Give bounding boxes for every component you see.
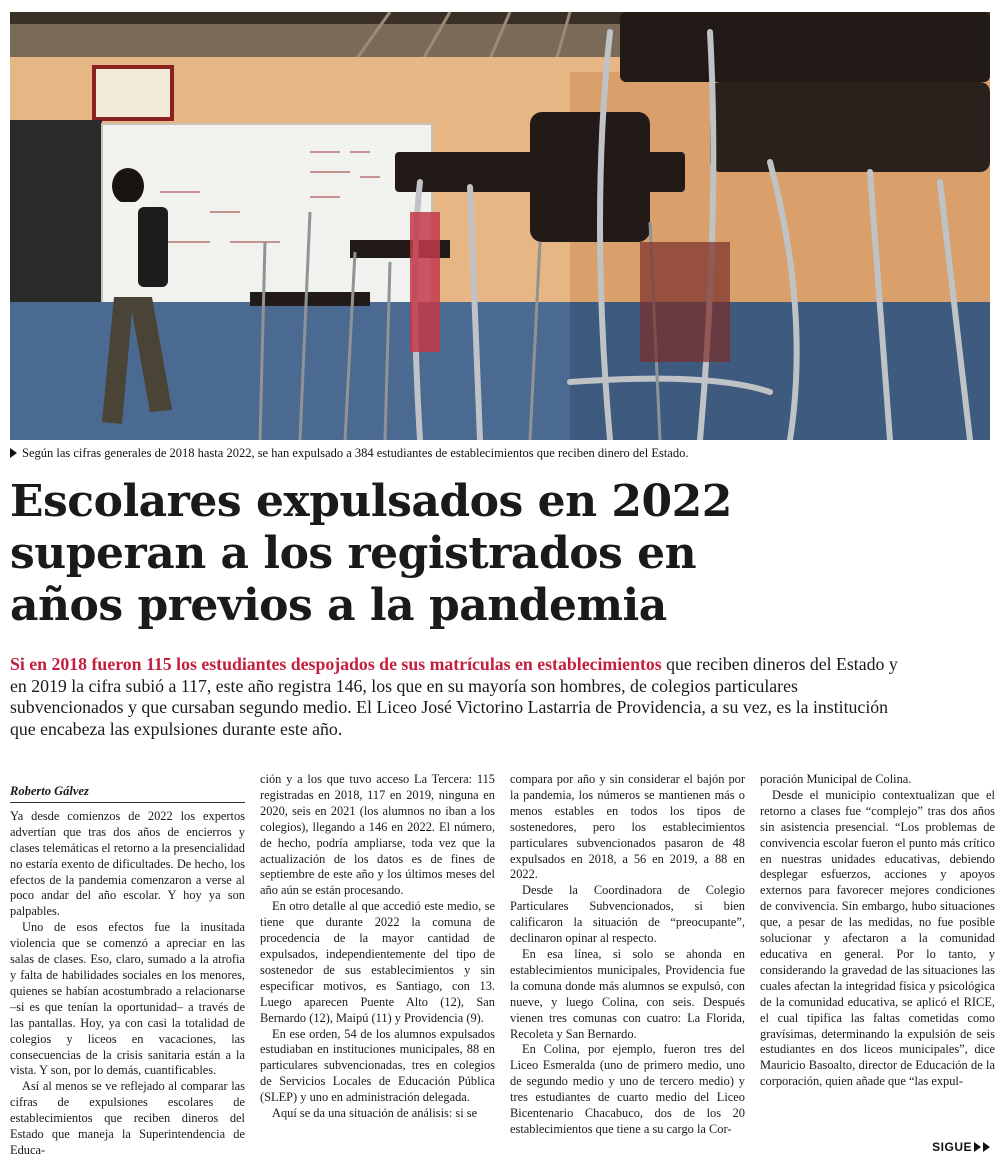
article-body [10,772,994,1162]
continue-arrow-icon [983,1142,990,1152]
body-paragraph: compara por año y sin considerar el bajón por la pandemia, los números se mantienen más o menos estables en todos los tipos de sostenedores, pero los establecimientos particulares subvencionados pasaron de 48 expulsados en 2018, a 56 en 2019, a 88 en 2022. [510,772,745,882]
headline-line-2: superan a los registrados en [10,528,697,579]
body-paragraph: Aquí se da una situación de análisis: si se [272,1106,478,1121]
lead-text: que reciben dineros del Estado y en 2019 la cifra subió a 117, este año registra 146, los que en su mayoría son hombres, de colegios particulares subvencionados y que cursaban segundo medio. El Liceo José Victorino Lastarria de Providencia, a su vez, es la institución que encabeza las expulsiones durante este año. [10,654,898,739]
headline-line-3: años previos a la pandemia [10,580,667,631]
lead-highlight: Si en 2018 fueron 115 los estudiantes despojados de sus matrículas en establecimientos [10,654,662,674]
body-paragraph: Desde el municipio contextualizan que el retorno a clases fue “complejo” tras dos años sin asistencia presencial. “Los problemas de convivencia escolar fueron el punto más crítico en nuestras unidades educativas, debiendo desplegar esfuerzos, acciones y apoyos externos para favorecer mejores condiciones de convivencia. Sin embargo, hubo situaciones que, a pesar de las medidas, no fue posible solucionar y afectaron a la comunidad educativa en general. Por lo tanto, y considerando la gravedad de las situaciones las cuales afectan la integridad física y psicológica de la comunidad educativa, se aplicó el RICE, el cual tipifica las faltas cometidas como gravísimas, determinando la expulsión de seis estudiantes en dos liceos municipales”, dice Mauricio Basoalto, director de Educación de la corporación, quien añade que “las expul- [760,787,995,1089]
byline: Roberto Gálvez [10,784,245,803]
body-paragraph: En otro detalle al que accedió este medio, se tiene que durante 2022 la comuna de procedencia de la mayor cantidad de expulsados, independientemente del tipo de sostenedor de sus establecimientos y sin especificar motivos, es Santiago, con 13. Luego aparecen Puente Alto (12), San Bernardo (12), Maipú (11) y Providencia (9). [260,899,495,1025]
photo-caption [10,446,990,461]
continue-marker [932,1140,990,1154]
headline-line-1: Escolares expulsados en 2022 [10,476,732,527]
column-1 [10,772,245,1159]
body-paragraph: ción y a los que tuvo acceso La Tercera: 115 registradas en 2018, 117 en 2019, ninguna en 2020, seis en 2021 (los alumnos no iban a los colegios), llegando a 146 en 2022. El número, de hecho, podría ampliarse, toda vez que la actualización de los datos es de fines de septiembre de este año y los últimos meses del año aún se están procesando. [260,772,495,898]
caption-text: Según las cifras generales de 2018 hasta 2022, se han expulsado a 384 estudiantes de establecimientos que reciben dinero del Estado. [22,446,689,460]
article-photo [10,12,990,440]
column-4 [760,772,995,1090]
body-paragraph: En esa línea, si solo se ahonda en establecimientos municipales, Providencia fue la comuna donde más alumnos se expulsó, con nueve, y luego Colina, con seis. Después vienen tres comunas con cuatro: La Florida, Recoleta y San Bernardo. [510,946,745,1041]
column-2 [260,772,495,1122]
body-paragraph: Desde la Coordinadora de Colegio Particulares Subvencionados, si bien calificaron la situación de “preocupante”, declinaron opinar al respecto. [510,883,745,946]
body-paragraph: poración Municipal de Colina. [760,772,912,786]
body-paragraph: En Colina, por ejemplo, fueron tres del Liceo Esmeralda (uno de primero medio, uno de segundo medio y uno de tercero medio) y tres estudiantes de cuarto medio del Liceo Bicentenario Chacabuco, dos de los 20 establecimientos que tiene a su cargo la Cor- [510,1042,745,1136]
classroom-photo [10,12,990,440]
continue-arrow-icon [974,1142,981,1152]
body-paragraph: Así al menos se ve reflejado al comparar las cifras de expulsiones escolares de establecimientos que reciben dineros del Estado que maneja la Superintendencia de Educa- [10,1079,245,1157]
body-paragraph: Ya desde comienzos de 2022 los expertos advertían que tras dos años de encierros y clases telemáticas el retorno a la presencialidad no estaría exento de dificultades. De hecho, los efectos de la pandemia comenzaron a verse al poco andar del año escolar. Y hoy ya son palpables. [10,808,245,919]
headline [10,476,770,632]
caption-arrow-icon [10,448,17,458]
body-paragraph: Uno de esos efectos fue la inusitada violencia que se comenzó a apreciar en las salas de clases. Eso, claro, sumado a la atrofia y falta de habilidades sociales en los menores, quienes se habían acostumbrado a relacionarse –si es que tenían la oportunidad– a través de las pantallas. Hoy, ya con casi la totalidad de colegios y liceos en vacaciones, las consecuencias de la crisis sanitaria están a la vista. Y son, por lo demás, cuantificables. [10,920,245,1078]
body-paragraph: En ese orden, 54 de los alumnos expulsados estudiaban en instituciones municipales, 88 en particulares subvencionadas, tres en colegios de Servicios Locales de Educación Pública (SLEP) y uno en administración delegada. [260,1026,495,1105]
continue-label: SIGUE [932,1140,972,1154]
lead-paragraph [10,654,910,740]
column-3 [510,772,745,1138]
